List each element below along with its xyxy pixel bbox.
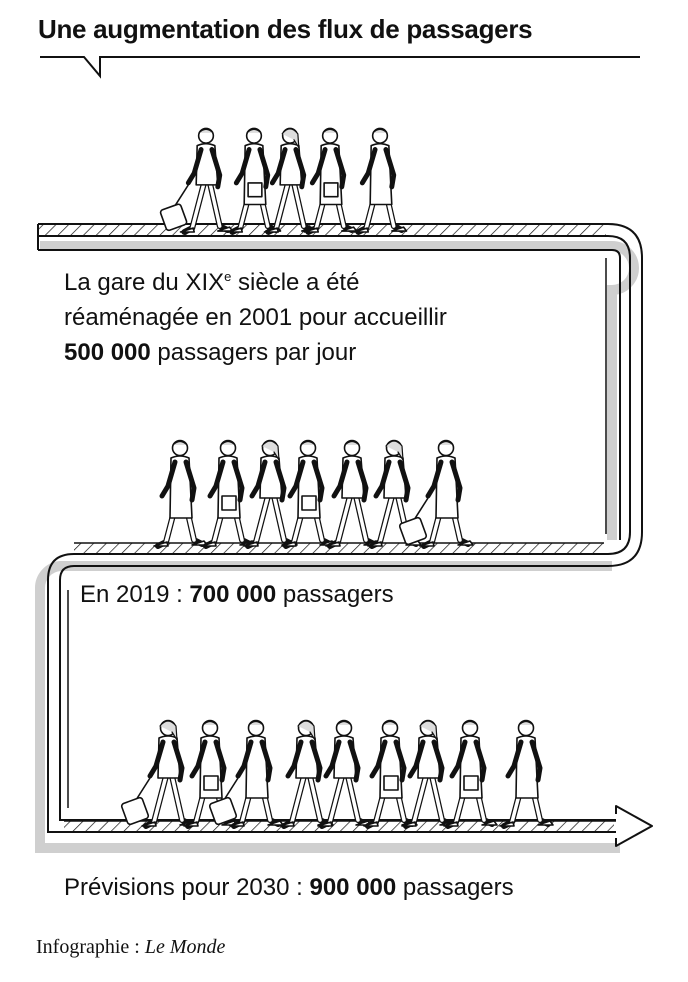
stage-2001-count: 500 000 [64,339,151,366]
credit-source: Le Monde [144,936,226,958]
stage-2001-unit: passagers par jour [150,339,357,366]
stage-2019-prefix: En 2019 : [80,581,190,608]
walking-passenger-icon [402,721,455,827]
walking-passenger-icon [318,721,371,827]
walking-passenger-icon [500,721,553,827]
century-superscript: e [224,269,232,284]
stage-2001-caption [64,259,447,370]
passenger-group-2001 [160,128,407,232]
walking-passenger-icon [326,441,379,547]
stage-2030-caption [64,870,514,905]
credit-line [36,936,225,959]
title-callout-line [40,57,640,76]
walking-passenger-icon [399,441,473,547]
shopping-bag-icon [384,776,398,790]
shopping-bag-icon [464,776,478,790]
passenger-group-2030 [121,721,553,827]
shopping-bag-icon [204,776,218,790]
shopping-bag-icon [248,183,262,197]
walking-passenger-icon [282,441,335,547]
stage-2030-unit: passagers [396,874,514,901]
arrow-head-icon [616,806,652,846]
walking-passenger-icon [264,128,316,232]
walking-passenger-icon [160,128,233,232]
stage-2001-line1-rest: siècle a été [231,269,360,296]
credit-label: Infographie : [36,936,145,958]
stage-2001-line2: réaménagée en 2001 pour accueillir [64,304,447,331]
shopping-bag-icon [222,496,236,510]
stage-2001-line1: La gare du XIX [64,269,225,296]
walking-passenger-icon [354,128,406,232]
walking-passenger-icon [444,721,497,827]
stage-2019-unit: passagers [276,581,394,608]
walking-passenger-icon [121,721,195,827]
walking-passenger-icon [202,441,255,547]
infographic-title: Une augmentation des flux de passagers [38,14,533,44]
stage-2019-count: 700 000 [189,581,277,608]
walking-passenger-icon [304,128,356,232]
shopping-bag-icon [324,183,338,197]
stage-2030-prefix: Prévisions pour 2030 : [64,874,310,901]
shopping-bag-icon [302,496,316,510]
passenger-group-2019 [154,441,473,547]
walking-passenger-icon [154,441,207,547]
stage-2019-caption [80,577,394,612]
stage-2030-count: 900 000 [309,874,397,901]
